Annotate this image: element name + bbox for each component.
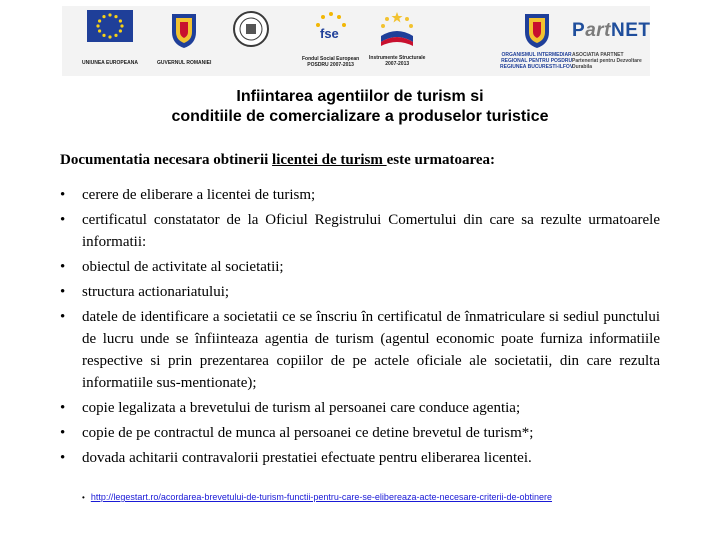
eu-logo — [82, 10, 138, 66]
organism-intermediar-logo — [500, 10, 573, 70]
structural-instruments-logo — [369, 10, 425, 67]
bullet-icon: • — [82, 493, 85, 502]
coat-of-arms-icon — [522, 10, 552, 50]
title-line-2: conditiile de comercializare a produselor turistice — [171, 108, 549, 125]
coat-of-arms-icon — [169, 10, 199, 50]
intro-underlined: licentei de turism — [272, 152, 387, 168]
title-line-1: Infiintarea agentiilor de turism si — [236, 88, 484, 105]
bullet-icon: • — [60, 425, 66, 441]
intro-before: Documentatia necesara obtinerii — [60, 152, 273, 168]
list-item: • certificatul constatator de la Oficiul Registrului Comertului din care sa rezulte urmatoarele informatii: — [60, 209, 660, 253]
list-item: • cerere de eliberare a licentei de turism; — [60, 184, 660, 206]
logo-caption: Fondul Social European POSDRU 2007-2013 — [302, 56, 360, 68]
source-link[interactable]: http://legestart.ro/acordarea-brevetului-de-turism-functii-pentru-care-se-elibereaza-acte-necesare-criterii-de-obtinere — [90, 492, 553, 502]
fse-icon — [311, 10, 351, 48]
list-item: • datele de identificare a societatii ce se înscriu în certificatul de înmatriculare si sediul punctului de lucru unde se înfiinteaza agentia de turism (agentul economic poate furniza informatiile respective si prin prezentarea copiilor de pe actele oficiale ale societatii, din care rezulta informatiile sus-mentionate); — [60, 306, 660, 394]
bullet-icon: • — [60, 259, 66, 275]
list-item: • copie legalizata a brevetului de turism al persoanei care conduce agentia; — [60, 397, 660, 419]
logo-caption: UNIUNEA EUROPEANA — [82, 60, 138, 66]
partnet-wordmark: PartNET — [572, 20, 651, 41]
bullet-icon: • — [60, 400, 66, 416]
list-item: • structura actionariatului; — [60, 281, 660, 303]
bullet-icon: • — [60, 284, 66, 300]
page-title — [0, 87, 720, 127]
logo-caption: ASOCIATIA PARTNET Parteneriat pentru Dezvoltare Durabila — [572, 52, 642, 70]
bullet-icon: • — [60, 187, 66, 203]
bullet-icon: • — [60, 212, 66, 228]
partnet-logo — [572, 20, 650, 70]
eu-flag-icon — [87, 10, 133, 42]
logo-caption: Instrumente Structurale 2007-2013 — [369, 55, 426, 67]
intro-sentence — [60, 152, 660, 169]
logo-caption: ORGANISMUL INTERMEDIAR REGIONAL PENTRU POSDRU REGIUNEA BUCURESTI-ILFOV — [500, 52, 574, 70]
list-item: • copie de pe contractul de munca al persoanei ce detine brevetul de turism*; — [60, 422, 660, 444]
structural-instruments-icon — [375, 10, 419, 50]
logo-banner — [62, 6, 650, 76]
list-item: • dovada achitarii contravalorii prestatiei efectuate pentru eliberarea licentei. — [60, 447, 660, 469]
source-line — [82, 492, 662, 502]
round-seal-icon — [232, 10, 270, 48]
svg-text:fse: fse — [319, 26, 339, 41]
intro-after: este urmatoarea: — [386, 152, 496, 168]
seal-logo — [232, 10, 270, 48]
list-item: • obiectul de activitate al societatii; — [60, 256, 660, 278]
fse-logo — [302, 10, 359, 68]
bullet-icon: • — [60, 450, 66, 466]
government-logo — [157, 10, 211, 66]
bullet-icon: • — [60, 309, 66, 325]
requirements-list — [60, 184, 660, 472]
logo-caption: GUVERNUL ROMANIEI — [157, 60, 212, 66]
